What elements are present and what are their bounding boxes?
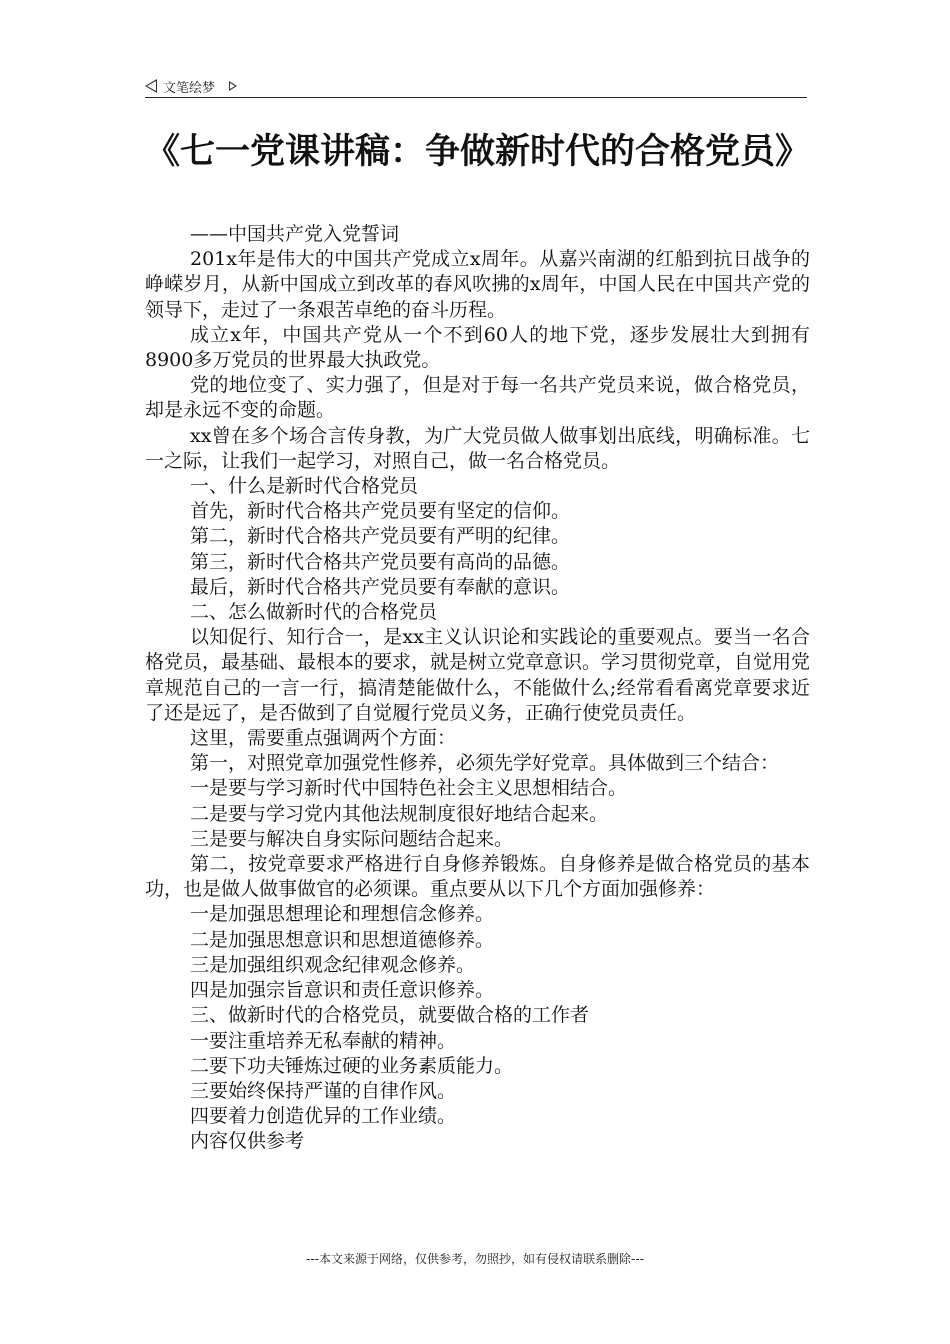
triangle-right-icon xyxy=(229,81,237,91)
paragraph: 以知促行、知行合一，是xx主义认识论和实践论的重要观点。要当一名合格党员，最基础、最根本的要求，就是树立党章意识。学习贯彻党章，自觉用党章规范自己的一言一行，搞清楚能做什么，不能做什么;经常看看离党章要求近了还是远了，是否做到了自觉履行党员义务，正确行使党员责任。 xyxy=(145,626,811,724)
section-heading: 二、怎么做新时代的合格党员 xyxy=(190,601,438,624)
paragraph: 二是要与学习党内其他法规制度很好地结合起来。 xyxy=(190,802,609,825)
paragraph: 内容仅供参考 xyxy=(190,1130,305,1153)
paragraph: 第二，按党章要求严格进行自身修养锻炼。自身修养是做合格党员的基本功，也是做人做事做官的必须课。重点要从以下几个方面加强修养： xyxy=(145,853,810,901)
paragraph: 第三，新时代合格共产党员要有高尚的品德。 xyxy=(190,550,571,573)
paragraph: 首先，新时代合格共产党员要有坚定的信仰。 xyxy=(190,500,571,523)
triangle-left-icon xyxy=(145,79,157,93)
paragraph: 党的地位变了、实力强了，但是对于每一名共产党员来说，做合格党员，却是永远不变的命题。 xyxy=(145,374,810,422)
paragraph: 一是要与学习新时代中国特色社会主义思想相结合。 xyxy=(190,777,628,800)
section-heading: 三、做新时代的合格党员，就要做合格的工作者 xyxy=(190,1004,590,1027)
paragraph: 201x年是伟大的中国共产党成立x周年。从嘉兴南湖的红船到抗日战争的峥嵘岁月，从新中国成立到改革的春风吹拂的x周年，中国人民在中国共产党的领导下，走过了一条艰苦卓绝的奋斗历程。 xyxy=(145,248,810,321)
paragraph: 二要下功夫锤炼过硬的业务素质能力。 xyxy=(190,1054,514,1077)
paragraph: ——中国共产党入党誓词 xyxy=(190,223,400,245)
paragraph: xx曾在多个场合言传身教，为广大党员做人做事划出底线，明确标准。七一之际，让我们一起学习，对照自己，做一名合格党员。 xyxy=(145,424,810,472)
page-header xyxy=(145,74,805,98)
paragraph: 三是要与解决自身实际问题结合起来。 xyxy=(190,827,514,850)
footer-notice: ---本文来源于网络，仅供参考，勿照抄，如有侵权请联系删除--- xyxy=(306,1252,644,1266)
paragraph: 三是加强组织观念纪律观念修养。 xyxy=(190,953,476,976)
section-heading: 一、什么是新时代合格党员 xyxy=(190,475,419,498)
paragraph: 最后，新时代合格共产党员要有奉献的意识。 xyxy=(190,575,571,598)
header-divider xyxy=(145,97,807,98)
paragraph: 三要始终保持严谨的自律作风。 xyxy=(190,1079,457,1102)
paragraph: 一要注重培养无私奉献的精神。 xyxy=(190,1029,457,1052)
paragraph: 四是加强宗旨意识和责任意识修养。 xyxy=(190,979,495,1002)
paragraph: 这里，需要重点强调两个方面： xyxy=(190,727,457,750)
paragraph: 四要着力创造优异的工作业绩。 xyxy=(190,1105,457,1128)
paragraph: 成立x年，中国共产党从一个不到60人的地下党，逐步发展壮大到拥有8900多万党员的世界最大执政党。 xyxy=(145,323,810,372)
paragraph: 二是加强思想意识和思想道德修养。 xyxy=(190,928,495,951)
document-title: 《七一党课讲稿：争做新时代的合格党员》 xyxy=(145,131,811,172)
paragraph: 第二，新时代合格共产党员要有严明的纪律。 xyxy=(190,525,571,548)
paragraph: 第一，对照党章加强党性修养，必须先学好党章。具体做到三个结合： xyxy=(190,752,780,775)
document-body xyxy=(145,222,810,1155)
paragraph: 一是加强思想理论和理想信念修养。 xyxy=(190,903,495,926)
header-brand: 文笔绘梦 xyxy=(163,80,216,96)
